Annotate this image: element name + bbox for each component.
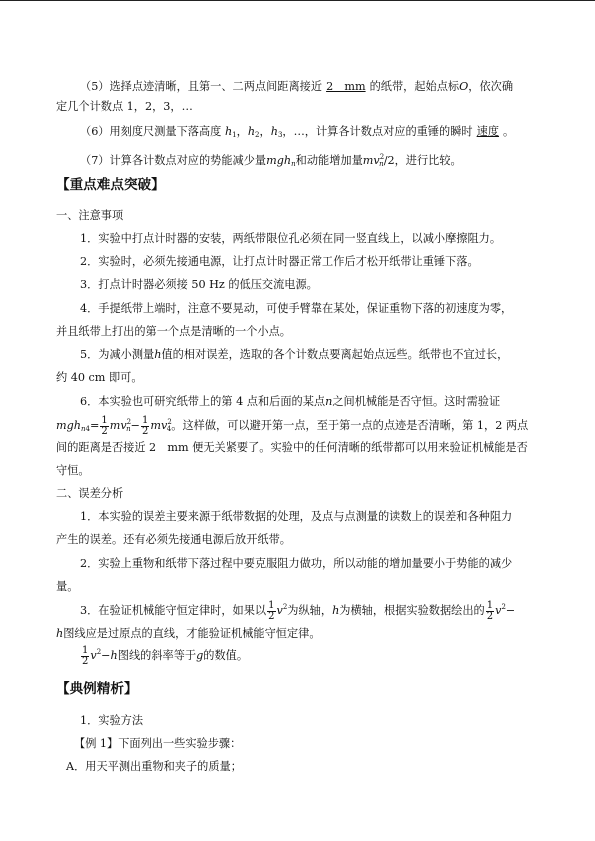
eq-sup: 2 [126,418,132,426]
p6-text-c: 。这样做，可以避开第一点，至于第一点的点迹是否清晰，第 1，2 两点 [171,419,529,432]
fraction-half-5 [81,646,89,667]
sq-sup: 2 [379,153,385,161]
fraction-half-2 [141,416,149,437]
h1-sub: 1 [232,131,237,139]
step-6-text: （6）用刻度尺测量下落高度 [80,125,222,138]
p6-n: n [325,395,333,408]
error-2a: 2．实验上重物和纸带下落过程中要克服阻力做功，所以动能的增加量要小于势能的减少 [80,557,513,570]
step-7-line [80,150,462,171]
subheading-error-analysis: 二、误差分析 [56,487,124,500]
step-5-text-b: 的纸带，起始点标 [369,80,460,93]
step-6-answer: 速度 [476,125,500,138]
h1-var: h [224,125,233,138]
e3-sup: 2 [282,603,288,611]
section-heading-examples: 【典例精析】 [56,681,138,697]
sep-3: ， [282,125,294,138]
precaution-1: 1．实验中打点计时器的安装，两纸带限位孔必须在同一竖直线上，以减小摩擦阻力。 [80,232,502,245]
sep-1: ， [236,125,248,138]
step-5-line1 [80,80,513,94]
e3-minus: − [505,604,516,617]
precaution-4b: 并且纸带上打出的第一个点是清晰的一个小点。 [56,325,291,338]
eq-mv: mv [109,419,127,432]
e4-v: v [90,649,97,662]
e3-text-b: 为纵轴， [287,604,333,617]
eq-mgh: mgh [56,419,81,432]
eq-sub-n: n [126,425,131,433]
subheading-precautions: 一、注意事项 [56,209,124,222]
option-a: A．用天平测出重物和夹子的质量； [66,760,242,773]
precaution-5a [80,348,508,362]
fraction-half-3 [267,601,275,622]
precaution-3: 3．打点计时器必须接 50 Hz 的低压交流电源。 [80,278,318,291]
step-7-mid: 和动能增加量 [295,154,363,167]
eq-mv2: mv [150,419,168,432]
h3-sub: 3 [277,131,283,139]
precaution-6-equation [56,415,528,437]
precaution-6e: 守恒。 [56,464,90,477]
e3-h2: h [56,627,64,640]
p5-text-a: 5．为减小测量 [80,348,155,361]
sep-2: ， [259,125,271,138]
error-1b: 产生的误差。还有必须先接通电源后放开纸带。 [56,533,291,546]
step-7-text: （7）计算各计数点对应的势能减少量 [80,154,267,167]
example-1-intro: 【例 1】下面列出一些实验步骤： [74,737,242,750]
precaution-5b: 约 40 cm 即可。 [56,371,143,384]
step-5-answer: 2 mm [326,80,366,93]
step-5-text: （5）选择点迹清晰，且第一、二两点间距离接近 [80,80,323,93]
top-rule [0,0,595,1]
frac-num: 1 [101,414,108,426]
precaution-6a [80,395,500,409]
e4-h: h [110,649,118,662]
frac-num: 1 [82,644,89,656]
p5-h: h [154,348,162,361]
e4-sup: 2 [96,648,102,656]
eq-sub-hn: n4 [80,425,90,433]
frac-den: 2 [486,610,494,622]
precaution-4a: 4．手提纸带上端时，注意不要晃动，可使手臂靠在某处，保证重物下落的初速度为零， [80,302,513,315]
p6-text-b: 之间机械能是否守恒。这时需验证 [332,395,501,408]
error-2b: 量。 [56,580,79,593]
eq-sup2: 2 [167,418,172,426]
eq-equals: = [89,419,100,432]
e3-text-a: 3．在验证机械能守恒定律时，如果以 [80,604,267,617]
h2-sub: 2 [255,131,260,139]
e4-text-b: 图线的斜率等于 [117,649,197,662]
frac-den: 2 [268,610,275,622]
eq-minus: − [130,419,141,432]
e3-v2: v [495,604,502,617]
error-1a: 1．本实验的误差主要来源于纸带数据的处理，及点与点测量的读数上的误差和各种阻力 [80,510,513,523]
frac-den: 2 [82,655,89,667]
frac-num: 1 [486,599,494,611]
step-6-mid: …，计算各计数点对应的重锤的瞬时 [293,125,473,138]
step-6-line [80,125,514,142]
step-5-line2: 定几个计数点 1，2，3，… [56,100,193,113]
h3-var: h [270,125,278,138]
precaution-2: 2．实验时，必须先接通电源，让打点计时器正常工作后才松开纸带让重锤下落。 [80,255,479,268]
precaution-6d: 间的距离是否接近 2 mm 便无关紧要了。实验中的任何清晰的纸带都可以用来验证机械能是否 [56,441,528,454]
e3-text-c: 为横轴，根据实验数据绘出的 [339,604,485,617]
e3-h: h [332,604,340,617]
error-4 [80,645,248,667]
e4-text-c: 的数值。 [203,649,249,662]
frac-num: 1 [142,414,149,426]
step-7-end: /2，进行比较。 [383,154,462,167]
vn-sub: n [379,160,384,168]
step-6-end: 。 [503,125,515,138]
e3-text-e: 图线应是过原点的直线，才能验证机械能守恒定律。 [63,627,321,640]
frac-den: 2 [101,425,108,437]
mv-n: mv [362,154,380,167]
step-5-tail: ，依次确 [468,80,514,93]
error-3a [80,600,515,622]
e3-v: v [276,604,283,617]
subheading-method: 1．实验方法 [80,714,144,727]
h2-var: h [247,125,256,138]
error-3b [56,627,321,641]
e4-minus: − [101,649,111,662]
eq-sub-4: 4 [166,425,172,433]
e4-g: g [196,649,204,662]
p5-text-b: 值的相对误差，选取的各个计数点要离起始点远些。纸带也不宜过长， [161,348,509,361]
section-heading-key-points: 【重点难点突破】 [56,177,165,193]
e3-sup2: 2 [501,603,506,611]
mgh-n: mgh [266,154,292,167]
fraction-half-4 [486,601,494,622]
frac-num: 1 [268,599,275,611]
p6-text-a: 6．本实验也可研究纸带上的第 4 点和后面的某点 [80,395,326,408]
n-sub: n [291,160,296,168]
frac-den: 2 [142,425,149,437]
origin-o: O [459,80,469,93]
fraction-half-1 [100,416,108,437]
